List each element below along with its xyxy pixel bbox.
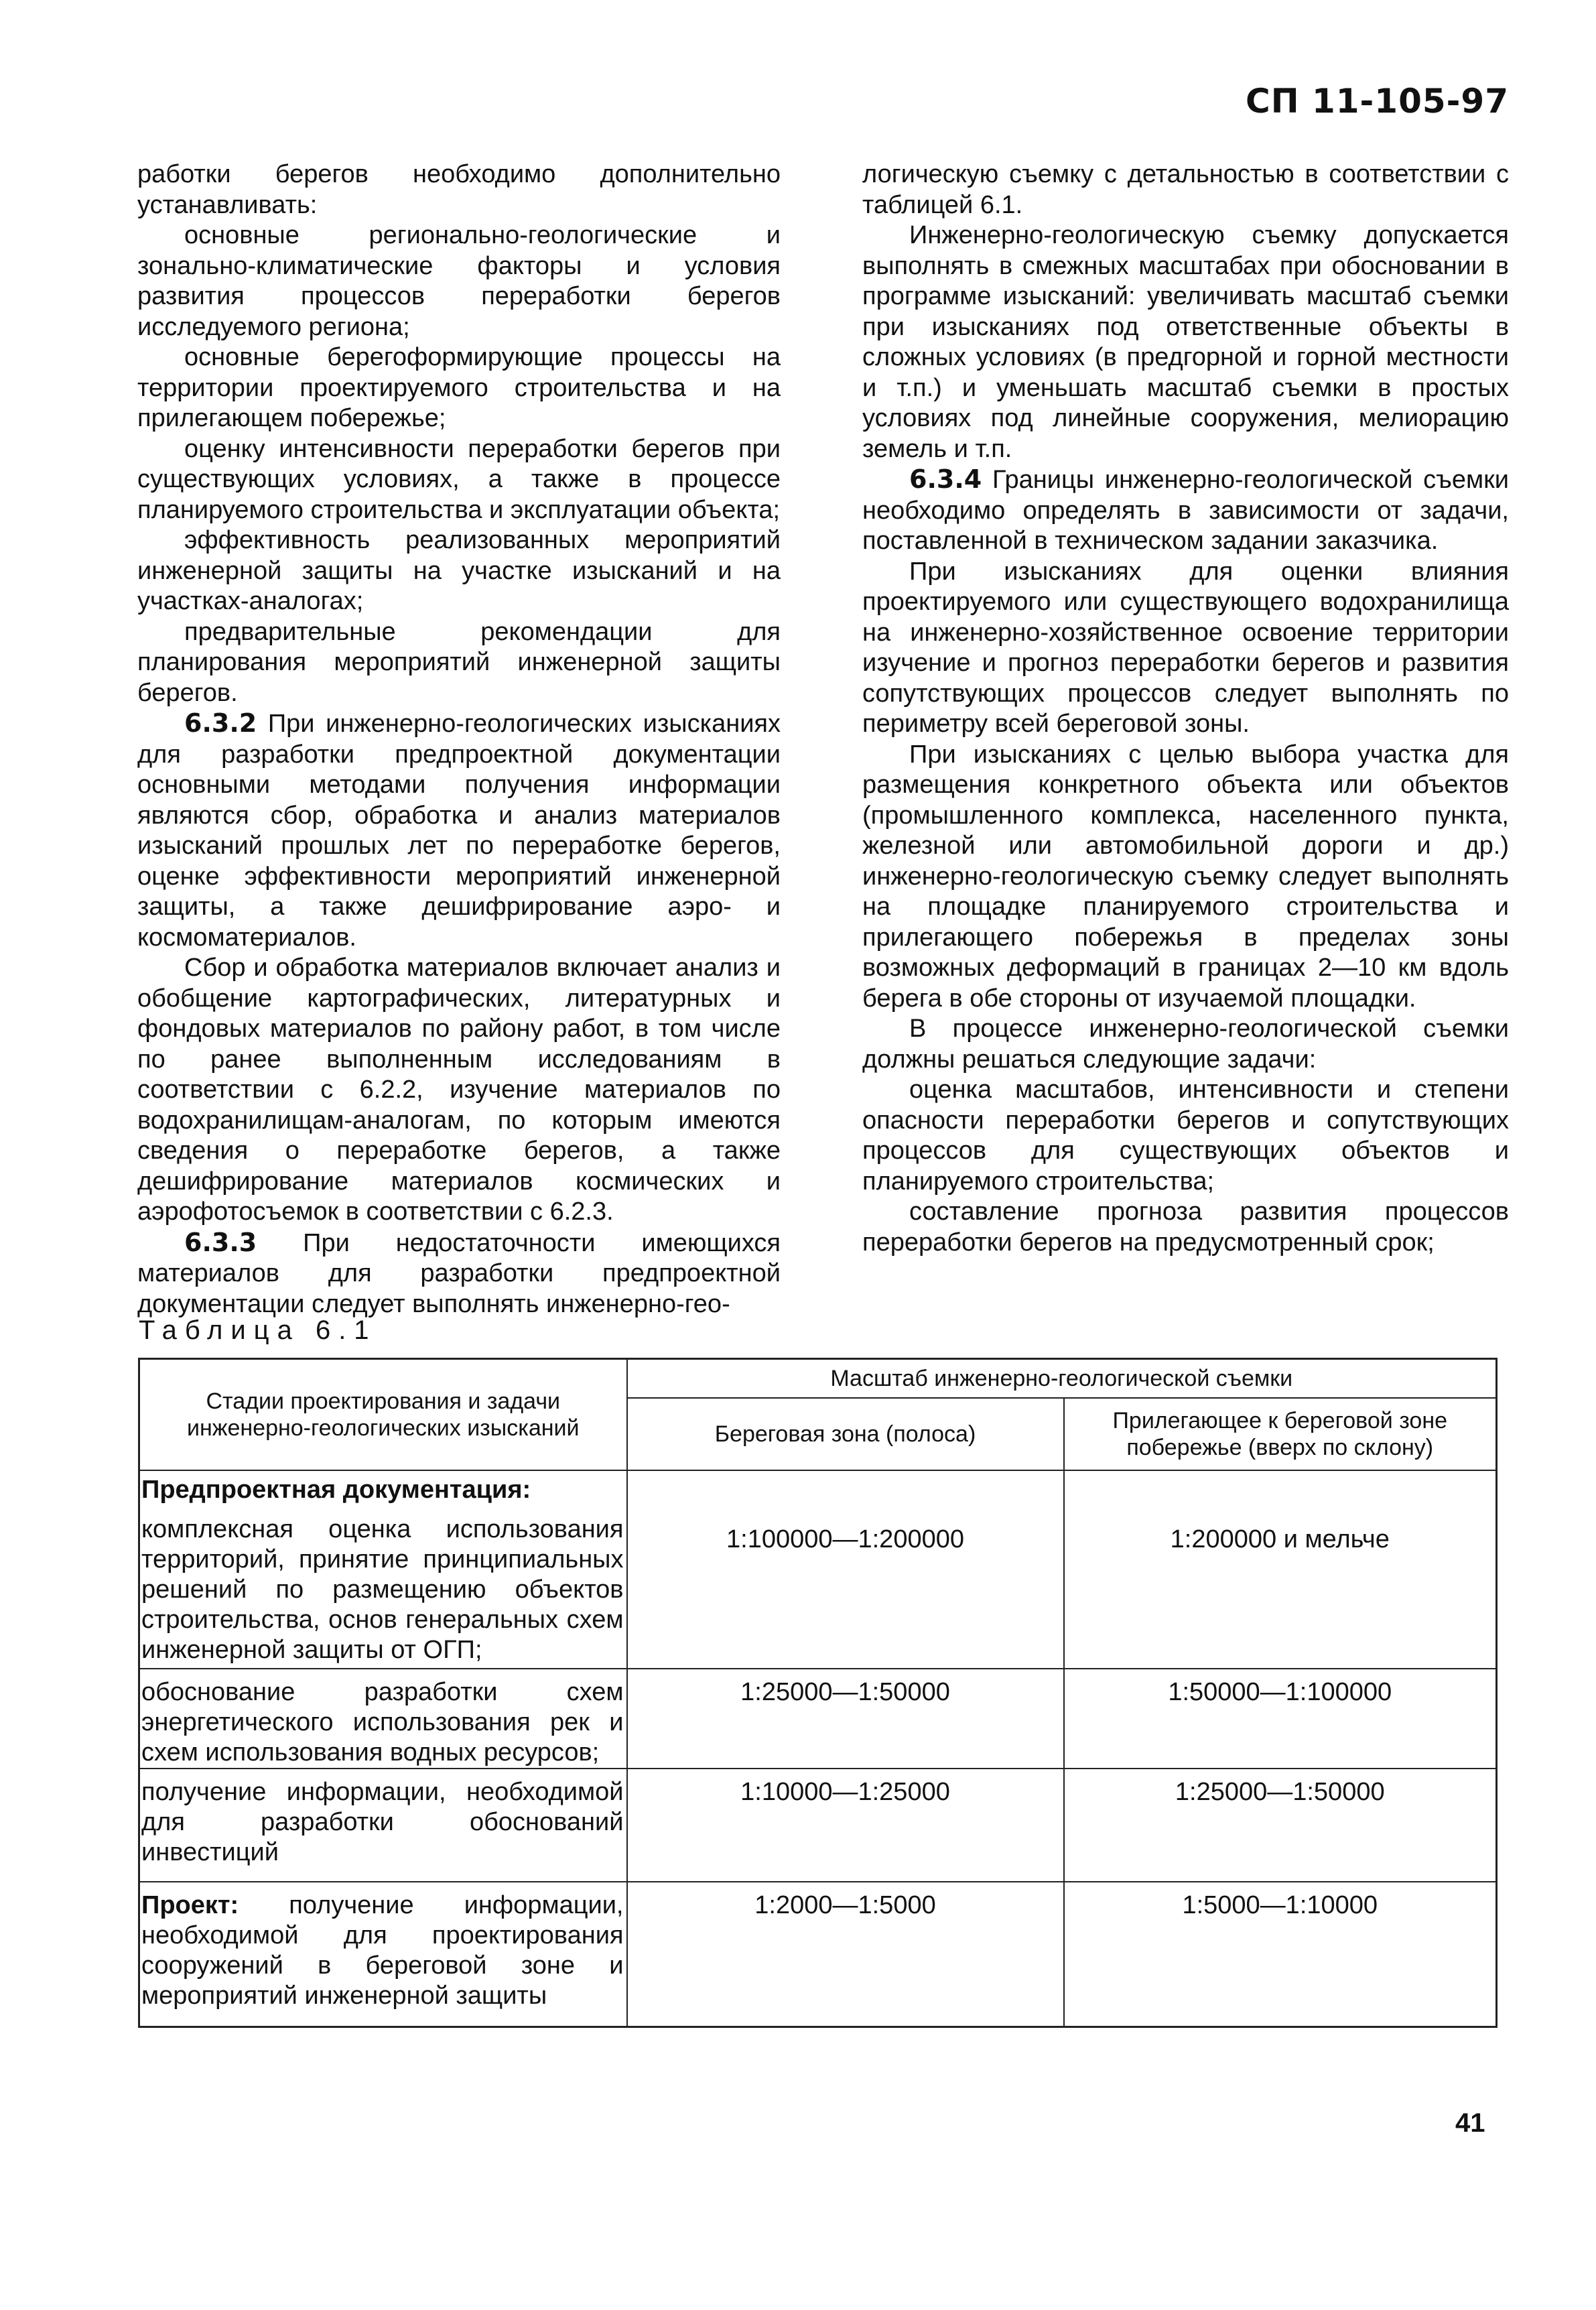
paragraph <box>862 464 1509 557</box>
stage-text: получение информации, необходимой для разработки обоснований инвестиций <box>139 1769 627 1882</box>
paragraph: основные берегоформирующие процессы на территории проектируемого строительства и на прилегающем побережье; <box>137 343 781 432</box>
section-title: Предпроектная документация: <box>141 1475 531 1504</box>
adjacent-scale: 1:5000—1:10000 <box>1064 1882 1497 2027</box>
paragraph: работки берегов необходимо дополнительно устанавливать: <box>137 160 781 219</box>
page-number: 41 <box>1455 2108 1485 2138</box>
paragraph <box>137 708 781 953</box>
paragraph <box>137 1228 781 1320</box>
stage-cell <box>139 1470 627 1669</box>
stage-text: получение информации, необходимой для проектирования сооружений в береговой зоне и мероприятий инженерной защиты <box>141 1890 624 2010</box>
zone-scale: 1:100000—1:200000 <box>627 1470 1064 1669</box>
text-columns <box>137 159 1518 1318</box>
paragraph: Инженерно-геологическую съемку допускается выполнять в смежных масштабах при обосновании в программе изысканий: увеличивать масштаб съемки при изысканиях под ответственные объекты в сложных условиях (в предгорной и горной местности и т.п.) и уменьшать масштаб съемки в простых условиях под линейные сооружения, мелиорацию земель и т.п. <box>862 221 1509 463</box>
adjacent-scale: 1:200000 и мельче <box>1064 1470 1497 1669</box>
stage-cell <box>139 1882 627 2027</box>
paragraph: При изысканиях для оценки влияния проектируемого или существующего водохранилища на инженерно-хозяйственное освоение территории изучение и прогноз переработки берегов и развития сопутствующих процессов следует выполнять по периметру всей береговой зоны. <box>862 557 1509 738</box>
stage-text: комплексная оценка использования территорий, принятие принципиальных решений по размещению объектов строительства, основ генеральных схем инженерной защиты от ОГП; <box>141 1515 624 1664</box>
header-zone: Береговая зона (полоса) <box>627 1398 1064 1470</box>
right-column <box>862 159 1509 1258</box>
zone-scale: 1:2000—1:5000 <box>627 1882 1064 2027</box>
paragraph: При изысканиях с целью выбора участка для размещения конкретного объекта или объектов (промышленного комплекса, населенного пункта, железной или автомобильной дороги и др.) инженерно-геологическую съемку следует выполнять на площадке планируемого строительства и прилегающего побережья в пределах зоны возможных деформаций в границах 2—10 км вдоль берега в обе стороны от изучаемой площадки. <box>862 740 1509 1013</box>
paragraph: оценка масштабов, интенсивности и степени опасности переработки берегов и сопутствующих процессов для существующих объектов и планируемого строительства; <box>862 1076 1509 1196</box>
document-code: СП 11-105-97 <box>1246 82 1509 121</box>
table-title: Таблица 6.1 <box>139 1316 377 1345</box>
clause-number: 6.3.2 <box>184 708 257 738</box>
left-column <box>137 159 781 1320</box>
stage-text: обоснование разработки схем энергетического использования рек и схем использования водных ресурсов; <box>139 1669 627 1769</box>
table-row <box>139 1769 1497 1882</box>
adjacent-scale: 1:25000—1:50000 <box>1064 1769 1497 1882</box>
clause-text: Границы инженерно-геологической съемки необходимо определять в зависимости от задачи, поставленной в техническом задании заказчика. <box>862 466 1509 555</box>
project-label: Проект: <box>141 1890 239 1919</box>
paragraph: оценку интенсивности переработки берегов при существующих условиях, а также в процессе планируемого строительства и эксплуатации объекта; <box>137 434 781 524</box>
zone-scale: 1:25000—1:50000 <box>627 1669 1064 1769</box>
header-stage: Стадии проектирования и задачи инженерно-геологических изысканий <box>139 1359 627 1470</box>
header-adjacent: Прилегающее к береговой зоне побережье (вверх по склону) <box>1064 1398 1497 1470</box>
table-row <box>139 1669 1497 1769</box>
table-row <box>139 1882 1497 2027</box>
paragraph: составление прогноза развития процессов переработки берегов на предусмотренный срок; <box>862 1198 1509 1257</box>
zone-scale: 1:10000—1:25000 <box>627 1769 1064 1882</box>
paragraph: В процессе инженерно-геологической съемки должны решаться следующие задачи: <box>862 1015 1509 1074</box>
paragraph: логическую съемку с детальностью в соответствии с таблицей 6.1. <box>862 160 1509 219</box>
table-row <box>139 1470 1497 1669</box>
header-scale: Масштаб инженерно-геологической съемки <box>627 1359 1497 1398</box>
paragraph: основные регионально-геологические и зонально-климатические факторы и условия развития процессов переработки берегов исследуемого региона; <box>137 221 781 341</box>
clause-text: При инженерно-геологических изысканиях для разработки предпроектной документации основными методами получения информации являются сбор, обработка и анализ материалов изысканий прошлых лет по переработке берегов, оценке эффективности мероприятий инженерной защиты, а также дешифрирование аэро- и космоматериалов. <box>137 710 781 952</box>
scale-table <box>138 1358 1498 2028</box>
clause-text: При недостаточности имеющихся материалов для разработки предпроектной документации следует выполнять инженерно-гео- <box>137 1228 781 1318</box>
adjacent-scale: 1:50000—1:100000 <box>1064 1669 1497 1769</box>
paragraph: Сбор и обработка материалов включает анализ и обобщение картографических, литературных и фондовых материалов по району работ, в том числе по ранее выполненным исследованиям в соответствии с 6.2.2, изучение материалов по водохранилищам-аналогам, по которым имеются сведения о переработке берегов, а также дешифрирование материалов космических и аэрофотосъемок в соответствии с 6.2.3. <box>137 954 781 1226</box>
paragraph: предварительные рекомендации для планирования мероприятий инженерной защиты берегов. <box>137 617 781 707</box>
clause-number: 6.3.4 <box>909 464 982 494</box>
clause-number: 6.3.3 <box>184 1227 257 1257</box>
paragraph: эффективность реализованных мероприятий инженерной защиты на участке изысканий и на участках-аналогах; <box>137 526 781 615</box>
